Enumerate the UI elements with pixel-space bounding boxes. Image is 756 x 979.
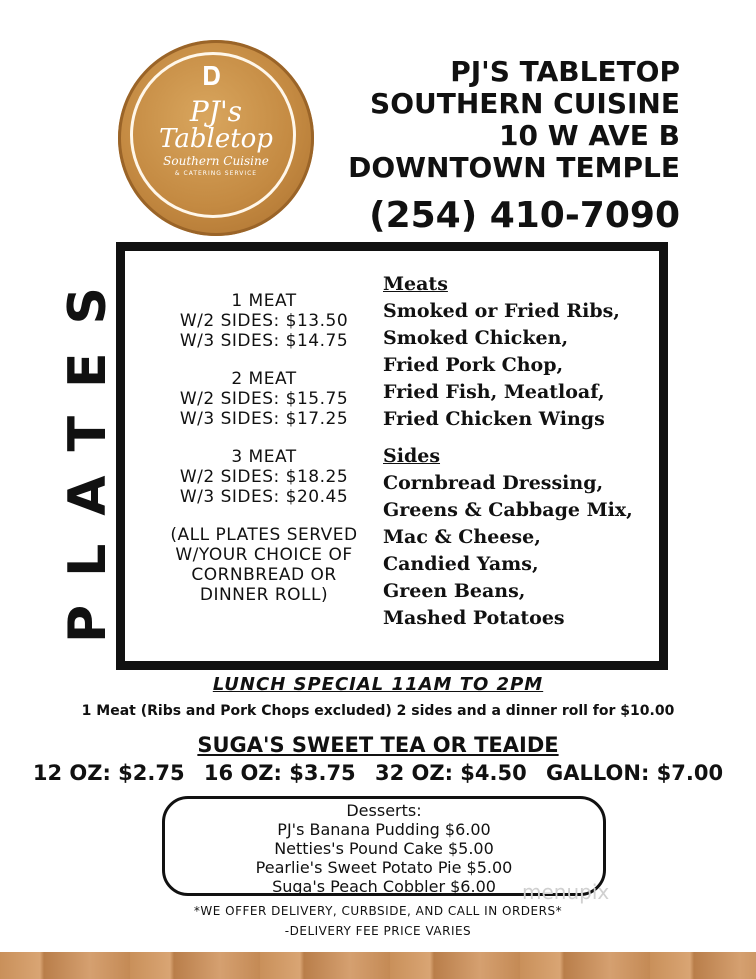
tea-price: 12 OZ: $2.75: [32, 761, 185, 785]
plates-served-note: [159, 525, 369, 605]
side-item: Cornbread Dressing,: [383, 472, 604, 494]
side-item: Greens & Cabbage Mix,: [383, 499, 633, 521]
price-group-title: 2 MEAT: [231, 369, 297, 389]
price-three-sides: W/3 SIDES: $17.25: [179, 409, 349, 429]
logo-text-pjs: PJ's: [189, 95, 243, 128]
side-item: Green Beans,: [383, 580, 526, 602]
note-line: W/YOUR CHOICE OF: [175, 545, 353, 565]
price-group-title: 1 MEAT: [231, 291, 297, 311]
wood-border-strip: [0, 952, 756, 979]
meat-item: Fried Chicken Wings: [383, 408, 605, 430]
side-item: Candied Yams,: [383, 553, 539, 575]
tea-price: 32 OZ: $4.50: [374, 761, 527, 785]
price-two-sides: W/2 SIDES: $18.25: [179, 467, 349, 487]
watermark: menupix: [522, 880, 610, 904]
dessert-item: Suga's Peach Cobbler $6.00: [272, 877, 496, 896]
price-group-3-meat: [159, 447, 369, 507]
footer-delivery-fee: -DELIVERY FEE PRICE VARIES: [284, 924, 472, 938]
side-item: Mac & Cheese,: [383, 526, 541, 548]
price-two-sides: W/2 SIDES: $13.50: [179, 311, 349, 331]
dessert-item: Netties's Pound Cake $5.00: [274, 839, 494, 858]
restaurant-logo: [118, 40, 314, 236]
menu-items: [383, 271, 663, 632]
header-line-address: 10 W AVE B: [498, 119, 680, 152]
header-line-city: DOWNTOWN TEMPLE: [348, 151, 680, 184]
logo-text-catering: & CATERING SERVICE: [174, 170, 258, 177]
footer-delivery-note: *WE OFFER DELIVERY, CURBSIDE, AND CALL IN ORDERS*: [193, 904, 563, 918]
meat-item: Fried Pork Chop,: [383, 354, 564, 376]
meat-item: Smoked or Fried Ribs,: [383, 300, 620, 322]
header-line-name: PJ'S TABLETOP: [450, 55, 680, 88]
sides-heading: Sides: [383, 445, 441, 467]
note-line: CORNBREAD OR: [191, 565, 337, 585]
desserts-heading: Desserts:: [346, 801, 422, 820]
fork-icon: 𝐃: [202, 62, 221, 92]
price-three-sides: W/3 SIDES: $20.45: [179, 487, 349, 507]
price-three-sides: W/3 SIDES: $14.75: [179, 331, 349, 351]
plates-label-text: PLATES: [58, 259, 118, 643]
plate-prices: [159, 291, 369, 605]
lunch-special-title: LUNCH SPECIAL 11AM TO 2PM: [212, 674, 544, 695]
dessert-item: PJ's Banana Pudding $6.00: [277, 820, 491, 839]
logo-text-southern-cuisine: Southern Cuisine: [163, 154, 269, 168]
note-line: (ALL PLATES SERVED: [170, 525, 358, 545]
sweet-tea-prices: [0, 761, 756, 785]
meats-heading: Meats: [383, 273, 448, 295]
header-line-cuisine: SOUTHERN CUISINE: [370, 87, 680, 120]
price-two-sides: W/2 SIDES: $15.75: [179, 389, 349, 409]
tea-price: 16 OZ: $3.75: [203, 761, 356, 785]
restaurant-header: [348, 56, 680, 238]
phone-number: (254) 410-7090: [369, 195, 680, 236]
tea-price: GALLON: $7.00: [546, 761, 724, 785]
side-item: Mashed Potatoes: [383, 607, 565, 629]
lunch-special-text: 1 Meat (Ribs and Pork Chops excluded) 2 sides and a dinner roll for $10.00: [81, 703, 675, 719]
dessert-item: Pearlie's Sweet Potato Pie $5.00: [255, 858, 513, 877]
meat-item: Smoked Chicken,: [383, 327, 569, 349]
plates-menu-box: [116, 242, 668, 670]
plates-vertical-label: [58, 259, 118, 643]
price-group-2-meat: [159, 369, 369, 429]
price-group-title: 3 MEAT: [231, 447, 297, 467]
logo-text-tabletop: Tabletop: [159, 124, 273, 154]
note-line: DINNER ROLL): [199, 585, 329, 605]
price-group-1-meat: [159, 291, 369, 351]
sweet-tea-title: SUGA'S SWEET TEA OR TEAIDE: [197, 733, 559, 757]
meat-item: Fried Fish, Meatloaf,: [383, 381, 605, 403]
